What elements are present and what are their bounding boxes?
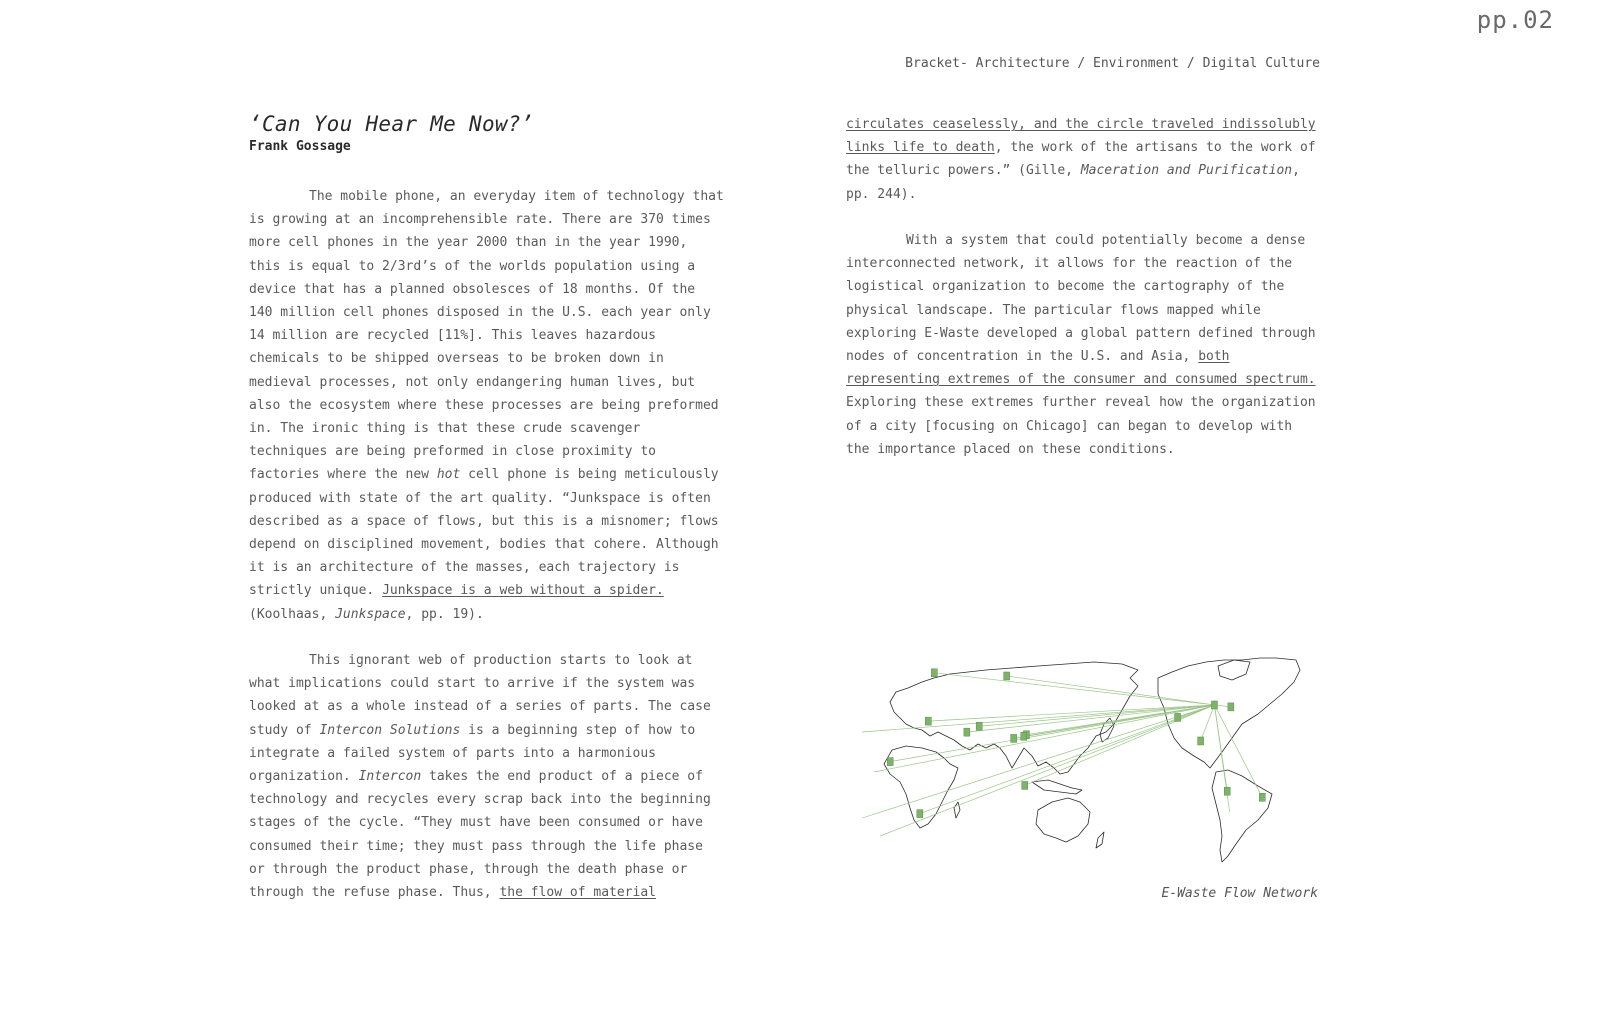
figure-caption: E-Waste Flow Network	[1161, 886, 1318, 901]
paragraph: With a system that could potentially become a dense interconnected network, it allows for the reaction of the logistical organization to become the cartography of the physical landscape. The particular flows mapped while exploring E-Waste developed a global pattern defined through nodes of concentration in the U.S. and Asia, both representing extremes of the consumer and consumed spectrum. Exploring these extremes further reveal how the organization of a city [focusing on Chicago] can began to develop with the importance placed on these conditions.	[846, 233, 1316, 457]
left-column	[249, 185, 725, 904]
flow-node-marker	[1175, 713, 1181, 721]
flow-line	[1014, 705, 1215, 738]
article-title: ‘Can You Hear Me Now?’	[249, 112, 534, 136]
statement-underline: both representing extremes of the consumer and consumed spectrum.	[846, 349, 1316, 388]
flow-node-marker	[931, 669, 937, 677]
flow-node-marker	[1021, 732, 1027, 740]
flow-node-marker	[1211, 701, 1217, 709]
quote-underline: the flow of material	[499, 885, 656, 901]
south-america	[1212, 770, 1272, 862]
flow-node-marker	[976, 722, 982, 730]
flow-node-marker	[1259, 793, 1265, 801]
flow-node-marker	[1011, 734, 1017, 742]
flow-node-marker	[925, 717, 931, 725]
quote-underline: circulates ceaselessly, and the circle traveled indissolubly links life to death	[846, 117, 1316, 156]
north-america	[1158, 658, 1300, 768]
new-zealand	[1096, 832, 1104, 848]
quote-underline: Junkspace is a web without a spider.	[382, 583, 664, 599]
flow-line	[1201, 705, 1215, 741]
paragraph: The mobile phone, an everyday item of technology that is growing at an incomprehensible rate. There are 370 times more cell phones in the year 2000 than in the year 1990, this is equal to 2/3rd’s of the worlds population using a device that has a planned obsolesces of 18 months. Of the 140 million cell phones disposed in the U.S. each year only 14 million are recycled [11%]. This leaves hazardous chemicals to be shipped overseas to be broken down in medieval processes, not only endangering human lives, but also the ecosystem where these processes are being preformed in. The ironic thing is that these crude scavenger techniques are being preformed in close proximity to factories where the new hot cell phone is being meticulously produced with state of the art quality. “Junkspace is often described as a space of flows, but this is a misnomer; flows depend on disciplined movement, bodies that cohere. Although it is an architecture of the masses, each trajectory is strictly unique. Junkspace is a web without a spider. (Koolhaas, Junkspace, pp. 19).	[249, 189, 724, 622]
flow-node-marker	[1228, 703, 1234, 711]
flow-node-marker	[964, 728, 970, 736]
flow-node-marker	[887, 758, 893, 766]
flow-node-marker	[917, 810, 923, 818]
article-author: Frank Gossage	[249, 139, 351, 154]
flow-line	[890, 705, 1214, 762]
publication-header: Bracket- Architecture / Environment / Digital Culture	[905, 56, 1320, 71]
flow-node-marker	[1022, 781, 1028, 789]
e-waste-flow-map	[862, 652, 1308, 868]
paragraph: This ignorant web of production starts to look at what implications could start to arrive if the system was looked at as a whole instead of a series of parts. The case study of Intercon Solutions is a beginning step of how to integrate a failed system of parts into a harmonious organization. Intercon takes the end product of a piece of technology and recycles every scrap back into the beginning stages of the cycle. “They must have been consumed or have consumed their time; they must pass through the life phase or through the product phase, through the death phase or through the refuse phase. Thus, the flow of material	[249, 653, 711, 901]
flow-line	[874, 705, 1214, 772]
madagascar	[954, 802, 960, 818]
flow-nodes	[887, 669, 1265, 818]
flow-line	[934, 673, 1214, 705]
right-column	[846, 113, 1322, 461]
paragraph: circulates ceaselessly, and the circle traveled indissolubly links life to death, the work of the artisans to the work of the telluric powers.” (Gille, Maceration and Purification, pp. 244).	[846, 117, 1316, 202]
page-number: pp.02	[1476, 6, 1554, 34]
flow-node-marker	[1004, 672, 1010, 680]
indonesia	[1032, 780, 1082, 794]
flow-line	[1007, 676, 1215, 705]
flow-line	[862, 705, 1214, 732]
greenland	[1218, 660, 1250, 680]
flow-node-marker	[1198, 737, 1204, 745]
flow-line	[862, 705, 1214, 820]
world-map-outline	[884, 658, 1300, 862]
flow-node-marker	[1224, 787, 1230, 795]
australia	[1036, 798, 1090, 842]
